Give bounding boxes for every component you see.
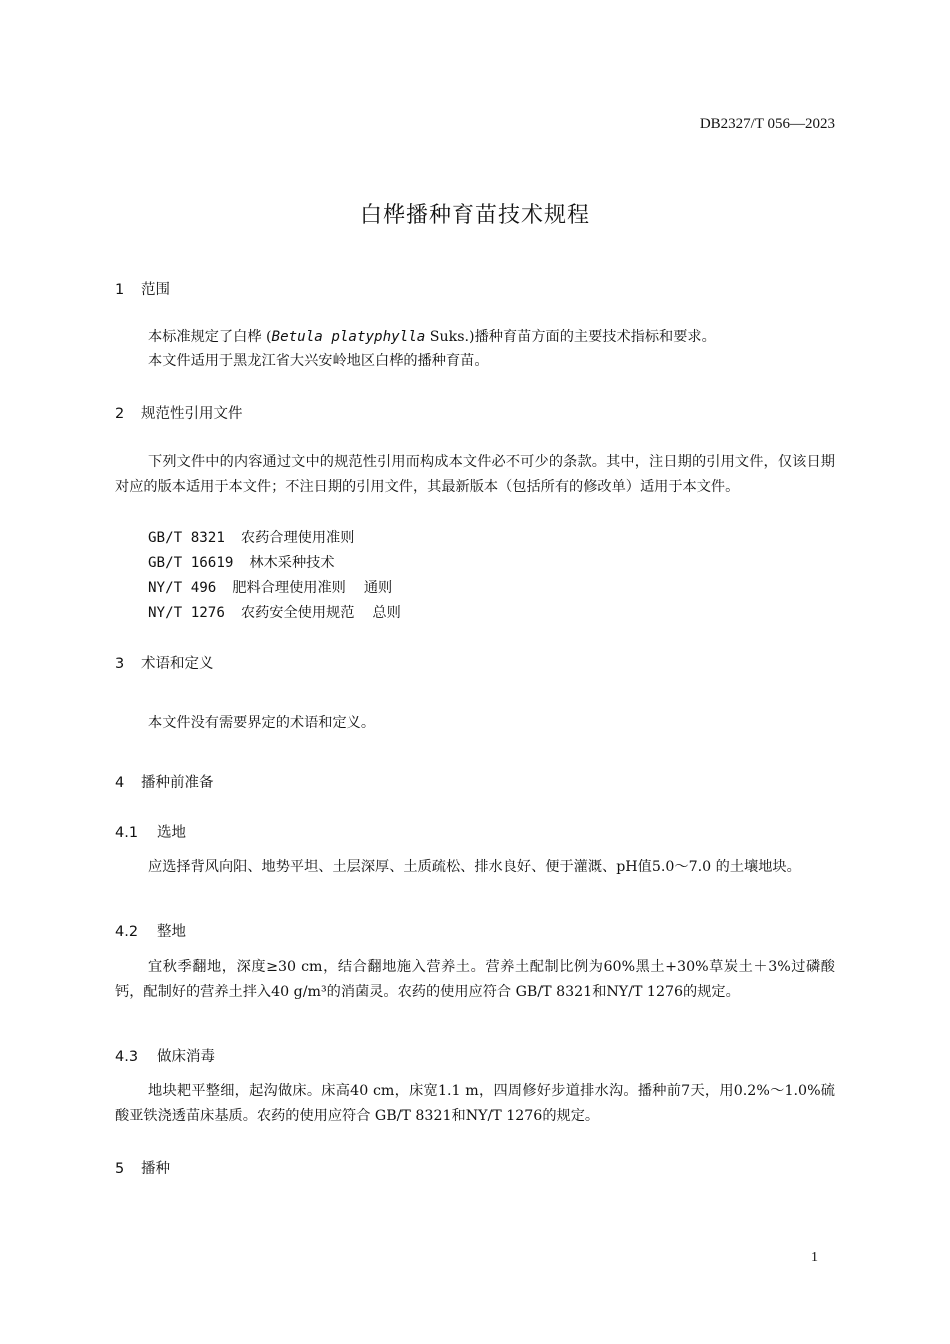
section-3-heading xyxy=(115,652,214,673)
section-4-heading xyxy=(115,771,214,792)
reference-item xyxy=(148,577,392,597)
section-number: 5 xyxy=(115,1161,125,1177)
reference-item xyxy=(148,602,401,622)
section-1-heading xyxy=(115,278,170,299)
scope-text-before: 本标准规定了白桦 ( xyxy=(148,329,272,345)
section-title: 术语和定义 xyxy=(141,656,214,672)
reference-item xyxy=(148,552,335,572)
land-preparation-paragraph: 宜秋季翻地，深度≥30 cm，结合翻地施入营养土。营养土配制比例为60%黑土+30%草炭土＋3%过磷酸钙，配制好的营养土拌入40 g/m³的消菌灵。农药的使用应符合 GB/T 8321和NY/T 1276的规定。 xyxy=(115,959,835,1000)
subsection-number: 4.3 xyxy=(115,1049,139,1065)
section-title: 范围 xyxy=(141,282,170,298)
scope-paragraph-1 xyxy=(148,326,716,346)
page-number: 1 xyxy=(811,1250,818,1265)
subsection-number: 4.2 xyxy=(115,924,139,940)
reference-name: 肥料合理使用准则 xyxy=(232,580,346,596)
reference-code: GB/T 8321 xyxy=(148,530,225,546)
reference-code: NY/T 496 xyxy=(148,580,217,596)
reference-name: 林木采种技术 xyxy=(249,555,335,571)
reference-subtitle: 总则 xyxy=(372,605,401,621)
reference-name: 农药合理使用准则 xyxy=(240,530,355,546)
document-code: DB2327/T 056—2023 xyxy=(699,116,835,132)
subsection-title: 做床消毒 xyxy=(157,1049,215,1065)
scope-text-after: Suks.)播种育苗方面的主要技术指标和要求。 xyxy=(425,329,716,345)
section-number: 2 xyxy=(115,406,125,422)
reference-subtitle: 通则 xyxy=(363,580,393,596)
section-title: 播种前准备 xyxy=(141,775,214,791)
section-title: 播种 xyxy=(141,1161,170,1177)
subsection-number: 4.1 xyxy=(115,825,139,841)
subsection-4-2-heading xyxy=(115,920,186,941)
scope-paragraph-2: 本文件适用于黑龙江省大兴安岭地区白桦的播种育苗。 xyxy=(148,353,489,369)
latin-name: Betula platyphylla xyxy=(271,329,426,345)
reference-item xyxy=(148,527,354,547)
references-intro: 下列文件中的内容通过文中的规范性引用而构成本文件必不可少的条款。其中，注日期的引用文件，仅该日期对应的版本适用于本文件；不注日期的引用文件，其最新版本（包括所有的修改单）适用于本文件。 xyxy=(115,454,835,495)
reference-name: 农药安全使用规范 xyxy=(240,605,355,621)
reference-code: GB/T 16619 xyxy=(148,555,234,571)
section-5-heading xyxy=(115,1157,170,1178)
terms-paragraph: 本文件没有需要界定的术语和定义。 xyxy=(148,715,376,731)
subsection-title: 选地 xyxy=(157,825,186,841)
reference-code: NY/T 1276 xyxy=(148,605,225,621)
section-number: 4 xyxy=(115,775,125,791)
subsection-4-3-heading xyxy=(115,1045,215,1066)
document-title: 白桦播种育苗技术规程 xyxy=(359,203,590,228)
subsection-4-1-heading xyxy=(115,821,186,842)
section-number: 3 xyxy=(115,656,125,672)
bed-disinfection-paragraph: 地块耙平整细，起沟做床。床高40 cm，床宽1.1 m，四周修好步道排水沟。播种前7天，用0.2%～1.0%硫酸亚铁浇透苗床基质。农药的使用应符合 GB/T 8321和NY/T 1276的规定。 xyxy=(115,1083,835,1124)
section-number: 1 xyxy=(115,282,125,298)
section-title: 规范性引用文件 xyxy=(141,406,243,422)
subsection-title: 整地 xyxy=(157,924,186,940)
section-2-heading xyxy=(115,402,243,423)
site-selection-paragraph: 应选择背风向阳、地势平坦、土层深厚、土质疏松、排水良好、便于灌溉、pH值5.0～7.0 的土壤地块。 xyxy=(148,859,801,875)
